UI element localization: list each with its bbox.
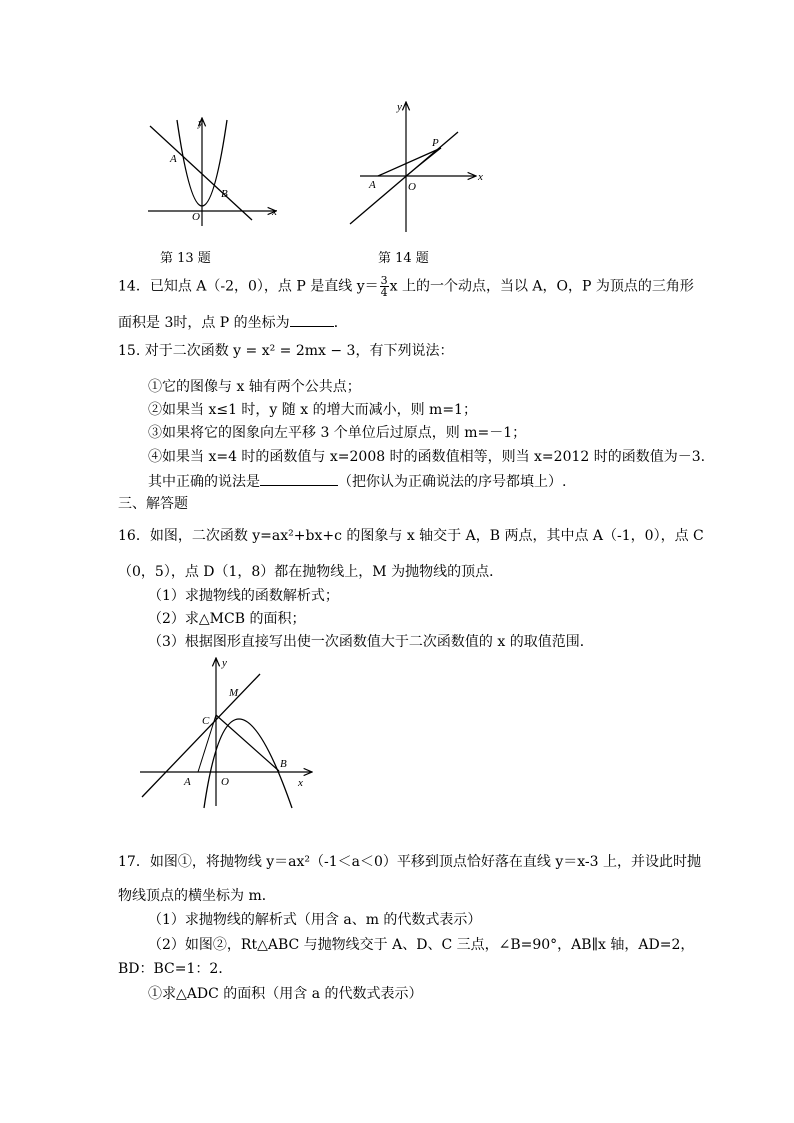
q15-conclusion [148,471,566,491]
q17-item-3: ①求△ADC 的面积（用含 a 的代数式表示） [148,986,423,1002]
label-x: x [272,206,277,218]
q14-line2-end: ． [333,315,348,331]
label-a: A [170,153,177,165]
label-y: y [222,657,227,669]
label-o: O [408,181,416,193]
q17-item-2b: BD：BC=1：2． [118,961,233,977]
segment-ap [378,148,441,176]
q14-line2-text: 面积是 3时，点 P 的坐标为 [118,315,290,331]
fraction-denominator: 4 [380,286,388,299]
label-o: O [221,776,229,788]
label-b: B [280,758,287,770]
q16-item-1: （1）求抛物线的函数解析式； [148,588,339,604]
label-o: O [192,211,200,223]
q14-fraction [380,275,389,298]
q16-line2: （0，5），点 D（1，8）都在抛物线上，M 为抛物线的顶点． [118,564,504,580]
segment-cb [216,715,279,771]
answer-blank[interactable] [260,471,338,486]
q14-part1: 14．已知点 A（-2，0），点 P 是直线 y＝ [118,278,379,295]
q15-item-1: ①它的图像与 x 轴有两个公共点； [148,379,361,395]
q14-line2 [118,312,348,332]
label-x: x [298,777,303,789]
figure-14 [340,96,490,236]
line-y-3-4x [350,132,458,224]
label-p: P [432,137,439,149]
q16-item-3: （3）根据图形直接写出使一次函数值大于二次函数值的 x 的取值范围． [148,634,594,650]
q16-line1: 16．如图，二次函数 y=ax²+bx+c 的图象与 x 轴交于 A，B 两点，其中点 A（-1，0），点 C [118,528,704,544]
section-heading: 三、解答题 [118,496,188,512]
label-c: C [202,715,210,727]
fraction-numerator: 3 [380,274,388,287]
label-a: A [184,776,191,788]
label-m: M [229,687,239,699]
q17-line2: 物线顶点的横坐标为 m． [118,888,276,904]
q15-item-2: ②如果当 x≤1 时，y 随 x 的增大而减小，则 m=1； [148,402,477,418]
q14-part2: x 上的一个动点，当以 A，O，P 为顶点的三角形 [389,278,694,295]
line-am [142,674,260,797]
q15-item-3: ③如果将它的图象向左平移 3 个单位后过原点，则 m=－1； [148,425,527,441]
label-y: y [198,117,203,129]
figure-13 [140,112,290,230]
figure-16 [134,652,334,810]
figure-14-caption: 第 14 题 [378,251,429,266]
label-b: B [221,188,228,200]
q14-line1 [118,275,694,298]
label-a: A [369,179,376,191]
segment-op [406,148,441,176]
figure-13-caption: 第 13 题 [160,251,211,266]
q15-stem: 15. 对于二次函数 y = x² = 2mx − 3，有下列说法： [118,343,454,359]
q17-item-1: （1）求抛物线的解析式（用含 a、m 的代数式表示） [148,912,482,928]
label-x: x [478,171,483,183]
q17-item-2a: （2）如图②，Rt△ABC 与抛物线交于 A、D、C 三点，∠B=90°，AB∥x 轴，AD=2， [148,937,695,953]
q15-conclusion-b: （把你认为正确说法的序号都填上）. [338,474,567,490]
q15-conclusion-a: 其中正确的说法是 [148,474,260,490]
q15-item-4: ④如果当 x=4 时的函数值与 x=2008 时的函数值相等，则当 x=2012 时的函数值为－3. [148,449,706,465]
q16-item-2: （2）求△MCB 的面积； [148,611,306,627]
parabola [204,719,292,808]
label-y: y [397,101,402,113]
q17-line1: 17．如图①，将抛物线 y＝ax²（-1＜a＜0）平移到顶点恰好落在直线 y＝x-3 上，并设此时抛 [118,854,702,870]
answer-blank[interactable] [290,312,334,327]
